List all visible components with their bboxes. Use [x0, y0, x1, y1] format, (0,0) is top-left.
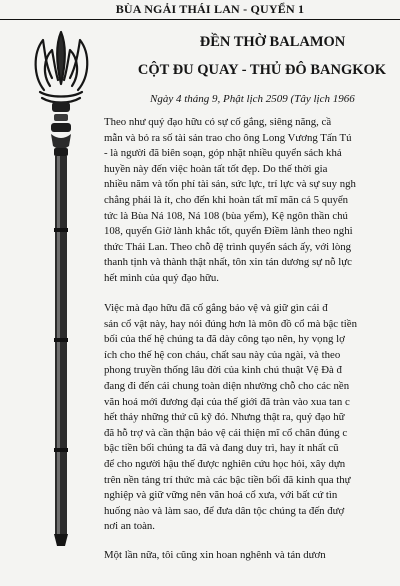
text-line: huyền này đến việc hoàn tất tốt đẹp. Do thế thời gia: [104, 162, 328, 175]
article-dateline: Ngày 4 tháng 9, Phật lịch 2509 (Tây lịch 1966: [150, 93, 355, 105]
trident-staff-icon: [30, 28, 94, 548]
text-line: bối của thế hệ chúng ta đã dày công tạo nên, hy vọng lợ: [104, 333, 345, 346]
text-line: 108, quyển Giờ lành khắc tốt, quyển Điềm lành theo nghi: [104, 225, 353, 238]
text-line: nhiều năm và tốn phí tài sản, sức lực, trí lực và sự suy ngh: [104, 178, 356, 191]
text-line: nơi an toàn.: [104, 520, 155, 533]
text-line: tức là Bùa Ná 108, Ná 108 (bùa yểm), Kệ ngôn thần chú: [104, 209, 348, 222]
article-title-line1: ĐỀN THỜ BALAMON: [199, 34, 346, 50]
text-line: mẫn và bỏ ra số tài sản trao cho ông Long Vương Tấn Tú: [104, 131, 352, 144]
text-line: nghiệp và giữ vững nên văn hoá cổ xưa, với bất cứ tìn: [104, 489, 338, 502]
text-line: huống nào và làm sao, để đưa dân tộc chúng ta đến đượ: [104, 504, 345, 517]
text-line: sản cổ vật này, hay nói đúng hơn là môn đồ cổ mà bậc tiền: [104, 317, 357, 330]
text-line: để cho người hậu thế được nghiên cứu học hỏi, xây dựn: [104, 457, 346, 470]
article-title-line2: CỘT ĐU QUAY - THỦ ĐÔ BANGKOK: [137, 62, 387, 78]
text-line: thanh tịnh và thành thật nhất, tôn xin tán dương sự nỗ lực: [104, 256, 352, 269]
text-line: đã hỗ trợ và cần thận bảo vệ cái thiện mĩ cổ chân đúng c: [104, 426, 348, 439]
text-line: Theo như quý đạo hữu có sự cố gắng, siêng năng, cầ: [104, 116, 332, 128]
text-line: Một lần nữa, tôi cũng xin hoan nghênh và tán dươn: [104, 549, 326, 561]
text-line: bậc tiền bối chúng ta đã và đang duy trì, hay ít nhất cũ: [104, 442, 339, 455]
text-line: hết thảy những thứ cũ kỹ đó. Nhưng thật ra, quý đạo hữ: [104, 411, 345, 424]
header-rule: [0, 19, 400, 20]
text-line: Việc mà đạo hữu đã cố gắng bảo vệ và giữ gìn cái đ: [104, 302, 328, 314]
text-line: đang đi đến cái chung toàn diện nhường chỗ cho các nền: [104, 379, 350, 392]
text-line: thức Thái Lan. Theo chỗ đệ trình quyển sách ấy, với lòng: [104, 240, 352, 253]
text-line: chẳng phải là ít, cho đến khi hoàn tất mĩ mãn cả 5 quyển: [104, 193, 349, 206]
paragraph-1: [104, 115, 356, 287]
text-line: ích cho thế hệ con cháu, chất sau này của ngài, và theo: [104, 348, 341, 361]
text-line: văn hoá mới đương đại của thế giới đã tràn vào xua tan c: [104, 395, 350, 408]
text-line: phong truyền thống lâu đời của kinh chú thuật Vệ Đà đ: [104, 364, 342, 377]
text-line: trên nền tảng trí thức mà các bậc tiền bối đã kinh qua thự: [104, 473, 351, 486]
text-line: hết mình của quý đạo hữu.: [104, 271, 219, 284]
paragraph-2: [104, 301, 357, 535]
paragraph-3: [104, 548, 326, 564]
text-line: - là người đã biên soạn, góp nhặt nhiều quyển sách khả: [104, 147, 342, 160]
running-header: BÙA NGẢI THÁI LAN - QUYỂN 1: [115, 2, 305, 16]
